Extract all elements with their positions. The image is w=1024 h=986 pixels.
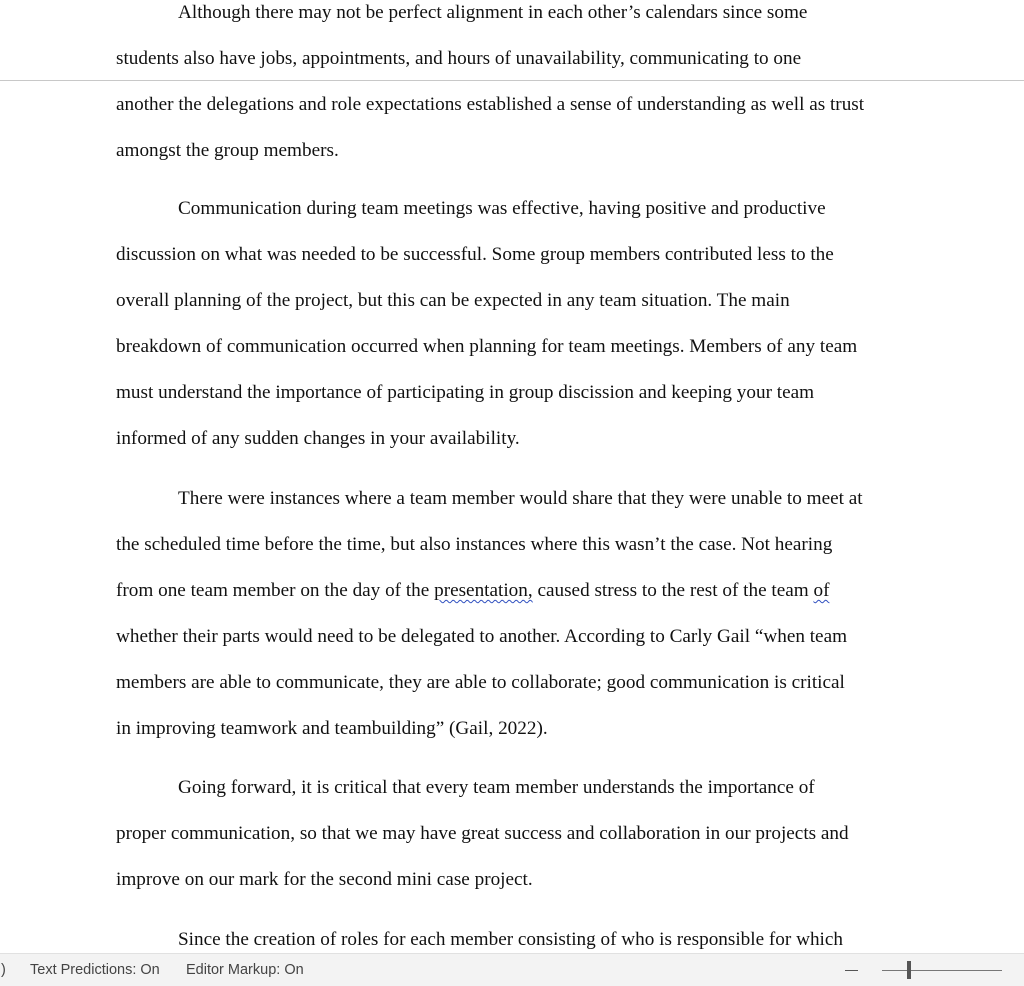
paragraph-line[interactable]: discussion on what was needed to be successful. Some group members contributed less to the (116, 244, 834, 265)
paragraph-line[interactable]: members are able to communicate, they are able to collaborate; good communication is critical (116, 672, 845, 693)
paragraph-line[interactable]: overall planning of the project, but this can be expected in any team situation. The main (116, 290, 790, 311)
paragraph-line[interactable]: proper communication, so that we may have great success and collaboration in our projects and (116, 823, 849, 844)
line-text: from one team member on the day of the (116, 580, 435, 601)
zoom-slider-thumb[interactable] (907, 961, 911, 979)
paragraph-line[interactable] (116, 579, 829, 603)
paragraph-line[interactable]: Although there may not be perfect alignment in each other’s calendars since some (178, 2, 808, 23)
paragraph-line[interactable]: must understand the importance of participating in group discission and keeping your team (116, 382, 815, 403)
status-bar (0, 953, 1024, 986)
line-text: caused stress to the rest of the team (532, 580, 814, 601)
editor-markup-status[interactable]: Editor Markup: On (186, 962, 304, 978)
paragraph-line[interactable]: the scheduled time before the time, but also instances where this wasn’t the case. Not hearing (116, 534, 833, 555)
paragraph-line[interactable]: amongst the group members. (116, 140, 339, 161)
paragraph-line[interactable]: another the delegations and role expectations established a sense of understanding as well as trust (116, 94, 865, 115)
grammar-suggestion-of[interactable]: of (813, 580, 830, 601)
paragraph-line[interactable]: There were instances where a team member would share that they were unable to meet at (178, 488, 863, 509)
paragraph-line[interactable]: students also have jobs, appointments, and hours of unavailability, communicating to one (116, 48, 802, 69)
paragraph-line[interactable]: in improving teamwork and teambuilding” (Gail, 2022). (116, 718, 548, 739)
paragraph-line[interactable]: informed of any sudden changes in your availability. (116, 428, 520, 449)
status-fragment: ) (1, 962, 6, 978)
paragraph-line[interactable]: breakdown of communication occurred when planning for team meetings. Members of any team (116, 336, 858, 357)
paragraph-line[interactable]: Communication during team meetings was effective, having positive and productive (178, 198, 826, 219)
page-break-divider (0, 80, 1024, 81)
paragraph-line[interactable]: whether their parts would need to be delegated to another. According to Carly Gail “when team (116, 626, 848, 647)
zoom-slider[interactable] (882, 970, 1002, 971)
grammar-suggestion-presentation[interactable]: presentation, (434, 580, 533, 601)
paragraph-line[interactable]: improve on our mark for the second mini case project. (116, 869, 533, 890)
paragraph-line[interactable]: Going forward, it is critical that every team member understands the importance of (178, 777, 815, 798)
text-predictions-status[interactable]: Text Predictions: On (30, 962, 160, 978)
zoom-out-minus-icon[interactable] (845, 970, 858, 971)
paragraph-line[interactable]: Since the creation of roles for each member consisting of who is responsible for which (178, 929, 843, 950)
